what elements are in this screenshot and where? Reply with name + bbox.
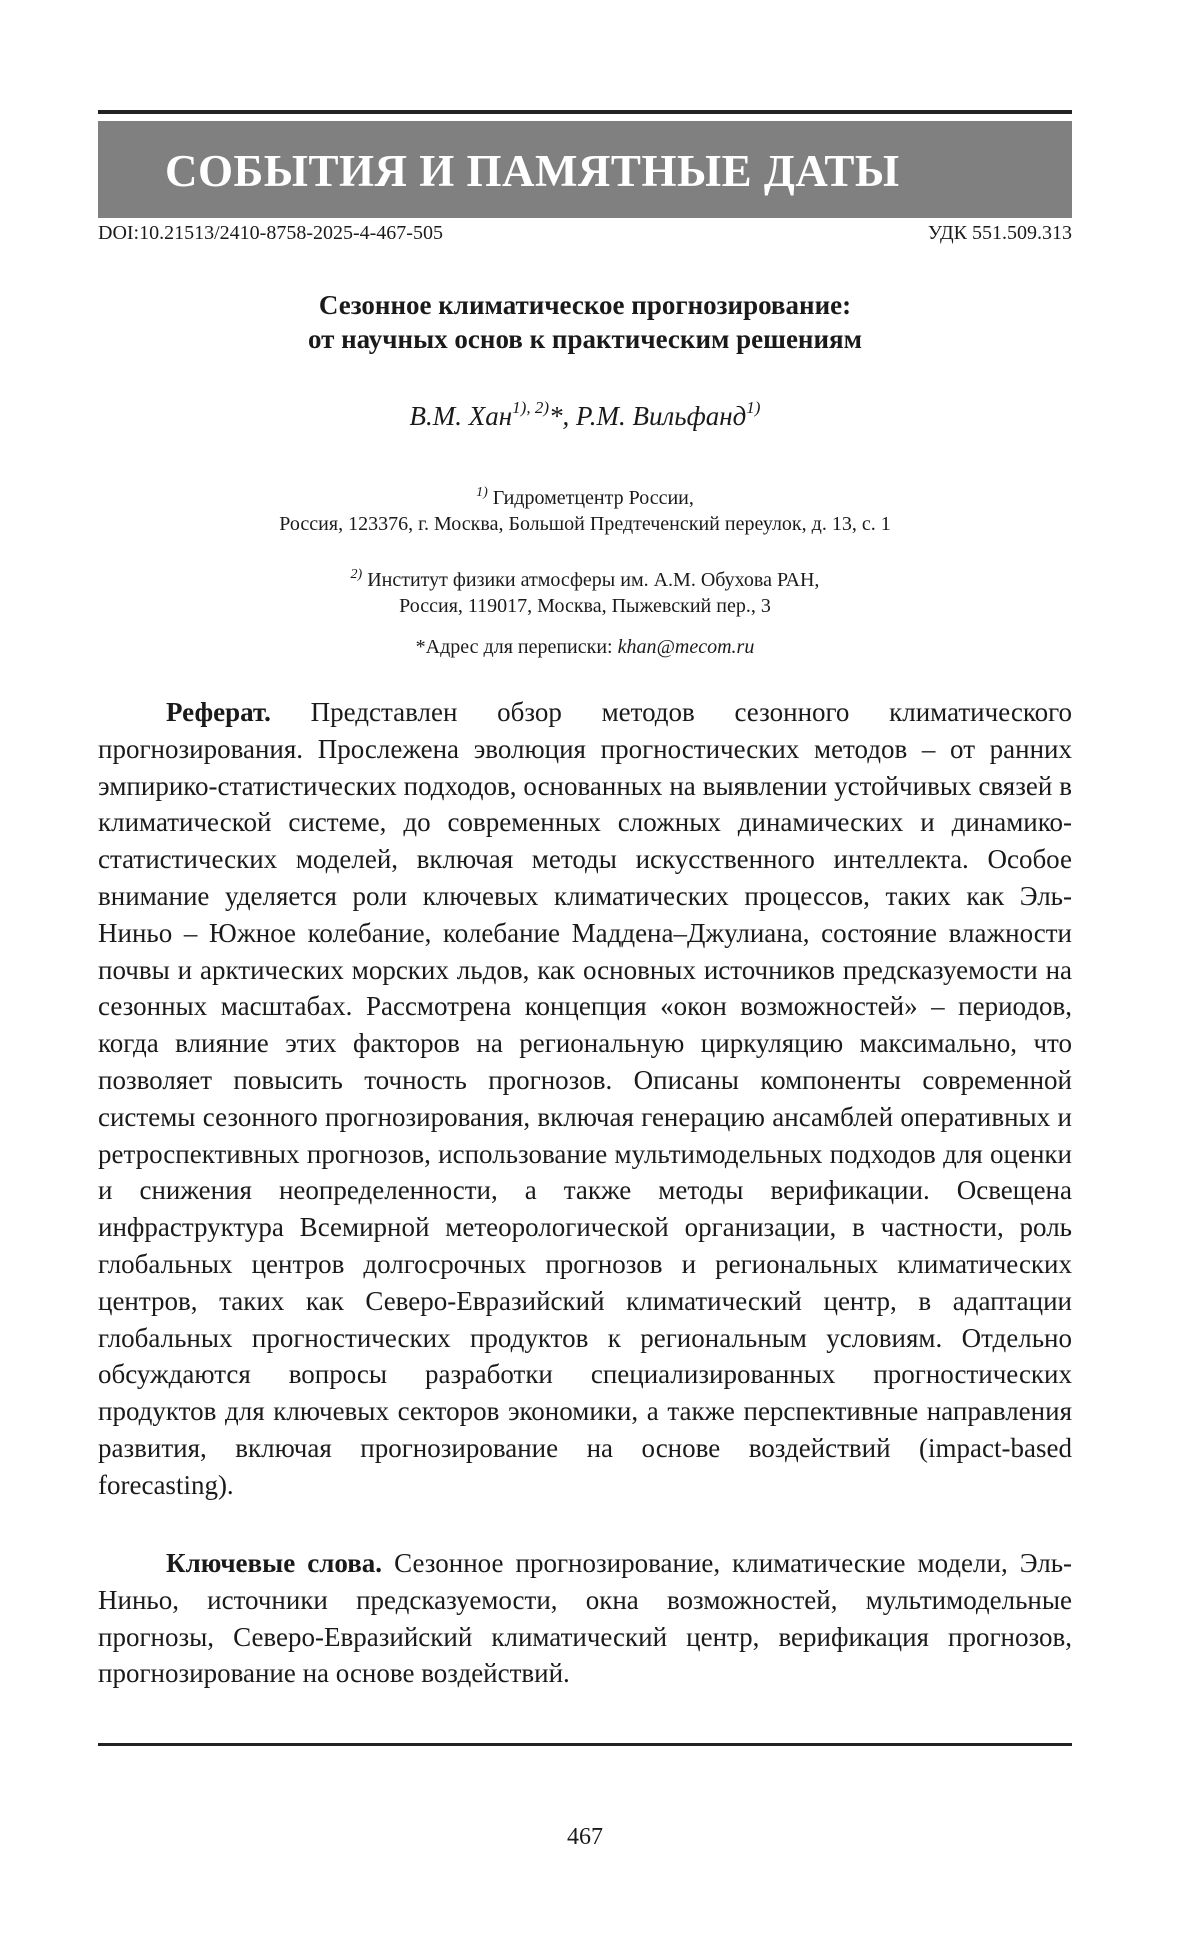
correspondence-label: *Адрес для переписки: bbox=[415, 636, 618, 658]
abstract bbox=[98, 694, 1072, 1504]
bottom-rule bbox=[98, 1743, 1072, 1746]
keywords-label: Ключевые слова. bbox=[166, 1548, 383, 1578]
correspondence bbox=[98, 636, 1072, 659]
affiliation-2-address: Россия, 119017, Москва, Пыжевский пер., 3 bbox=[399, 595, 771, 617]
affiliation-1-name: Гидрометцентр России, bbox=[487, 487, 694, 509]
page-number: 467 bbox=[567, 1824, 603, 1850]
journal-page bbox=[98, 0, 1072, 1950]
article-title-line-1: Сезонное климатическое прогнозирование: bbox=[318, 290, 852, 320]
article-title bbox=[98, 288, 1072, 356]
author-2: Р.М. Вильфанд bbox=[575, 401, 747, 431]
affiliation-1 bbox=[98, 480, 1072, 537]
affiliation-1-address: Россия, 123376, г. Москва, Большой Предтеченский переулок, д. 13, с. 1 bbox=[279, 513, 891, 535]
author-1: В.М. Хан bbox=[409, 401, 513, 431]
affiliation-2 bbox=[98, 562, 1072, 619]
keywords bbox=[98, 1545, 1072, 1692]
author-separator: , bbox=[562, 401, 576, 431]
correspondence-email[interactable]: khan@mecom.ru bbox=[617, 636, 755, 658]
keywords-text: Сезонное прогнозирование, климатические модели, Эль-Ниньо, источники предсказуемости, окна возможностей, мультимодельные прогнозы, Северо-Евразийский климатический центр, верификация прогнозов, прогнозирование на основе воздействий. bbox=[98, 1548, 1072, 1689]
section-header-band bbox=[98, 121, 1072, 218]
author-1-affiliation: 1), 2) bbox=[512, 398, 549, 417]
doi: DOI:10.21513/2410-8758-2025-4-467-505 bbox=[98, 222, 443, 244]
affiliation-2-sup: 2) bbox=[350, 567, 363, 582]
corresponding-mark: * bbox=[548, 401, 563, 431]
top-rule bbox=[98, 110, 1072, 114]
udk-code: УДК 551.509.313 bbox=[927, 222, 1072, 244]
affiliation-2-name: Институт физики атмосферы им. А.М. Обухова РАН, bbox=[362, 569, 820, 591]
section-header-title: СОБЫТИЯ И ПАМЯТНЫЕ ДАТЫ bbox=[165, 146, 900, 196]
authors bbox=[98, 398, 1072, 432]
article-title-line-2: от научных основ к практическим решениям bbox=[307, 324, 863, 354]
affiliation-1-sup: 1) bbox=[476, 485, 488, 500]
abstract-text: Представлен обзор методов сезонного климатического прогнозирования. Прослежена эволюция прогностических методов – от ранних эмпирико-статистических подходов, основанных на выявлении устойчивых связей в климатической системе, до современных сложных динамических и динамико-статистических моделей, включая методы искусственного интеллекта. Особое внимание уделяется роли ключевых климатических процессов, таких как Эль-Ниньо – Южное колебание, колебание Маддена–Джулиана, состояние влажности почвы и арктических морских льдов, как основных источников предсказуемости на сезонных масштабах. Рассмотрена концепция «окон возможностей» – периодов, когда влияние этих факторов на региональную циркуляцию максимально, что позволяет повысить точность прогнозов. Описаны компоненты современной системы сезонного прогнозирования, включая генерацию ансамблей оперативных и ретроспективных прогнозов, использование мультимодельных подходов для оценки и снижения неопределенности, а также методы верификации. Освещена инфраструктура Всемирной метеорологической организации, в частности, роль глобальных центров долгосрочных прогнозов и региональных климатических центров, таких как Северо-Евразийский климатический центр, в адаптации глобальных прогностических продуктов к региональным условиям. Отдельно обсуждаются вопросы разработки специализированных прогностических продуктов для ключевых секторов экономики, а также перспективные направления развития, включая прогнозирование на основе воздействий (impact-based forecasting). bbox=[98, 697, 1072, 1500]
abstract-label: Реферат. bbox=[166, 697, 271, 727]
author-2-affiliation: 1) bbox=[746, 398, 761, 417]
